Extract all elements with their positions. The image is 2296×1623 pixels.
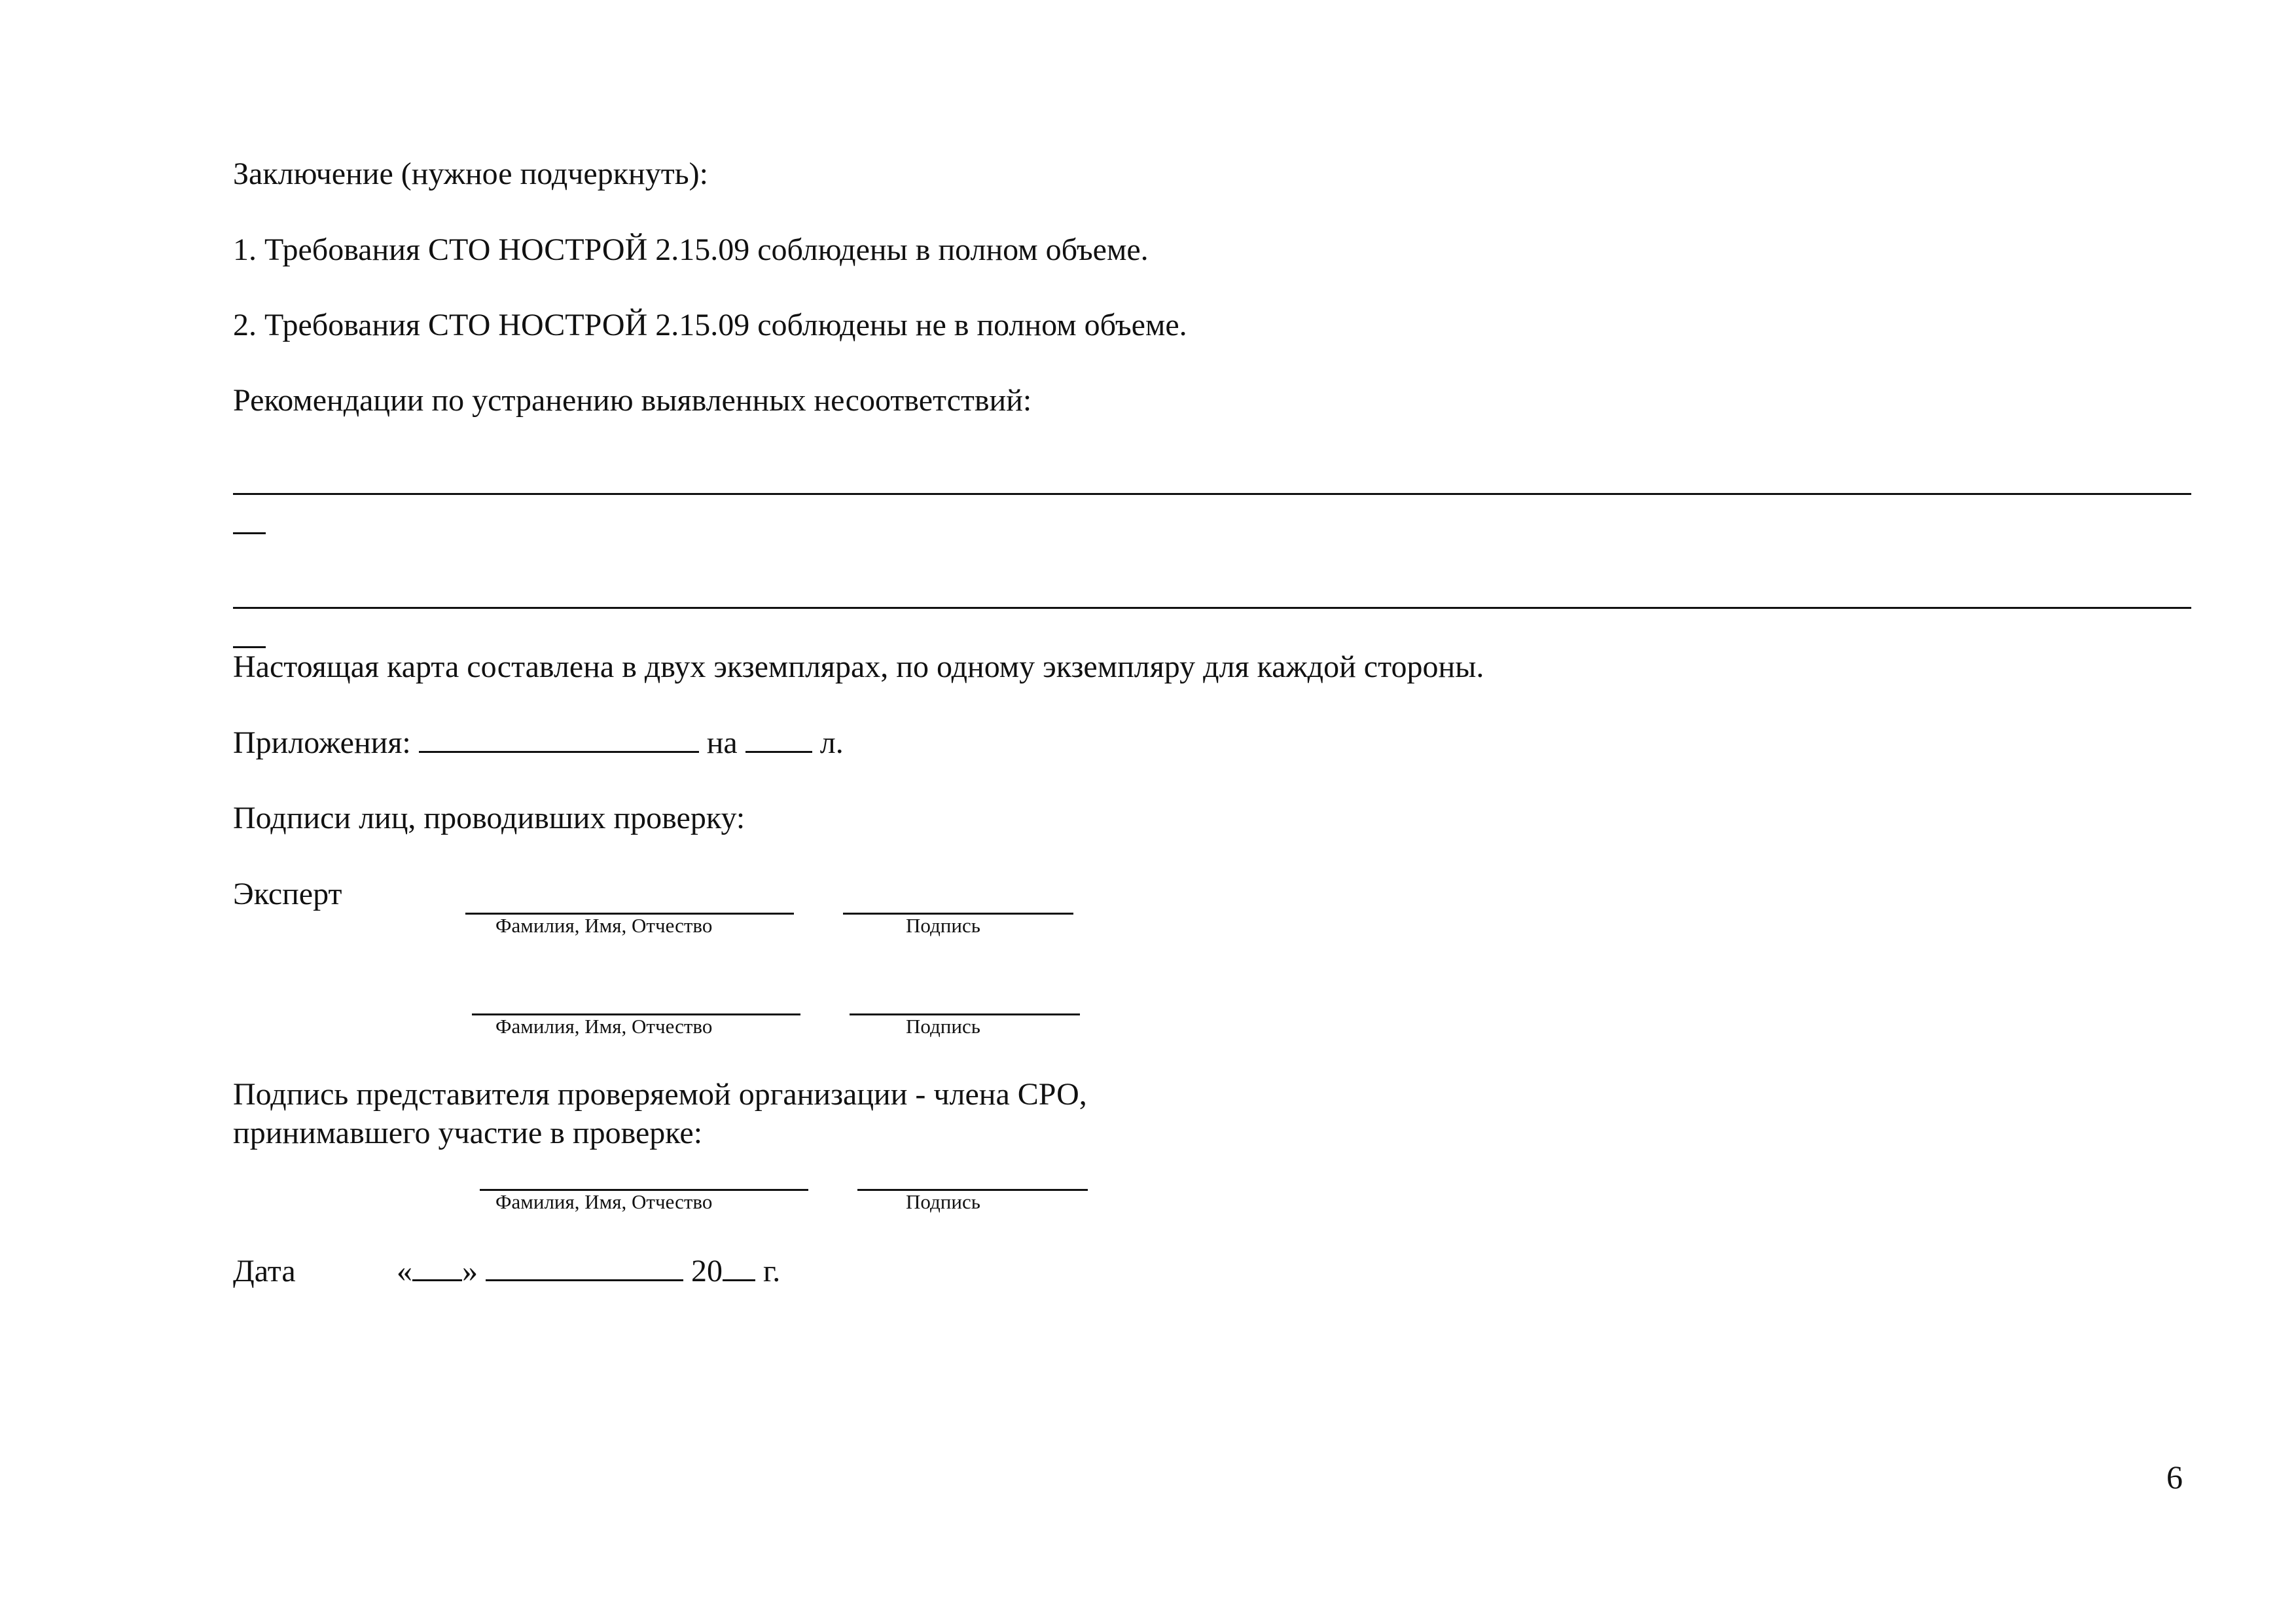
conclusion-option-1[interactable]: 1. Требования СТО НОСТРОЙ 2.15.09 соблюдены в полном объеме.: [233, 232, 1149, 267]
attachments-suffix: л.: [819, 725, 844, 760]
date-year-blank[interactable]: [723, 1253, 755, 1281]
recommendations-label: Рекомендации по устранению выявленных несоответствий:: [233, 383, 1032, 418]
conclusion-option-2[interactable]: 2. Требования СТО НОСТРОЙ 2.15.09 соблюдены не в полном объеме.: [233, 308, 1187, 342]
expert-1-fio-caption: Фамилия, Имя, Отчество: [495, 914, 713, 937]
page-number: 6: [2166, 1459, 2183, 1495]
attachments-row: [233, 725, 844, 761]
representative-label-line1: Подпись представителя проверяемой организации - члена СРО,: [233, 1077, 1087, 1112]
representative-fio-caption: Фамилия, Имя, Отчество: [495, 1190, 713, 1213]
expert-2-signature-caption: Подпись: [906, 1015, 980, 1038]
date-month-blank[interactable]: [486, 1253, 683, 1281]
date-open-quote: «: [397, 1254, 412, 1288]
expert-label: Эксперт: [233, 877, 342, 911]
representative-label-line2: принимавшего участие в проверке:: [233, 1116, 703, 1150]
date-day-blank[interactable]: [412, 1253, 462, 1281]
recommendations-line-2[interactable]: [233, 607, 2191, 609]
recommendations-line-1[interactable]: [233, 493, 2191, 495]
copies-statement: Настоящая карта составлена в двух экземплярах, по одному экземпляру для каждой стороны.: [233, 649, 1484, 684]
date-close-quote: »: [462, 1254, 478, 1288]
date-fields: [397, 1253, 780, 1290]
attachments-name-blank[interactable]: [419, 725, 699, 753]
date-label: Дата: [233, 1254, 296, 1288]
recommendations-line-1-tail: [233, 532, 266, 534]
expert-1-signature-caption: Подпись: [906, 914, 980, 937]
date-year-suffix: г.: [763, 1254, 781, 1288]
date-year-prefix: 20: [691, 1254, 723, 1288]
expert-2-fio-caption: Фамилия, Имя, Отчество: [495, 1015, 713, 1038]
attachments-label: Приложения:: [233, 725, 411, 760]
inspectors-signatures-label: Подписи лиц, проводивших проверку:: [233, 801, 745, 835]
conclusion-heading: Заключение (нужное подчеркнуть):: [233, 156, 708, 191]
representative-signature-caption: Подпись: [906, 1190, 980, 1213]
recommendations-line-2-tail: [233, 646, 266, 648]
attachments-middle: на: [706, 725, 738, 760]
attachments-sheets-blank[interactable]: [745, 725, 812, 753]
